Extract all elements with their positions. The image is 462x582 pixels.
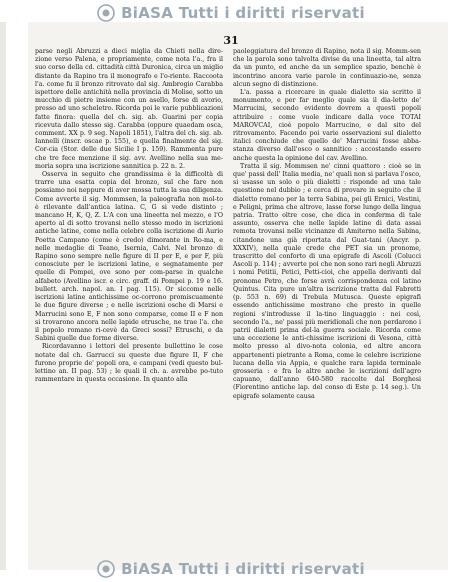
watermark-bottom-text: BiASA Tutti i diritti riservati — [121, 560, 365, 578]
left-paragraph-2: Osserva in seguito che grandissima è la difficoltà di trarre una esatta copia del bronzo, sul che fare non possiamo noi neppure di aver mossa tutta la sua diligenza. Come avverte il sig. Mommsen, la paleografia non mol-to è rilevante dall'antica latina. C, G si vede distinto ; mancano H, K, Q, Z. L'A con una lineetta nel mezzo, e l'O aperto al di sotto trovansi nello stesso modo in iscrizioni antiche latine, come nella celebre colla iscrizione di Aurio Poetta Campano (come è credo) dimorante in Ro-ma, e nelle medaglie di Teano, Isernia, Calvi. Nel bronzo di Rapino sono sempre nelle figure di II per E, e per F, più conosciute per le iscrizioni latine, e segnatamente per quelle di Pompei, ove sono per com-parse in qualche alfabeto (Avellino iscr. e circ. graff. di Pompei p. 19 e 16. bullett. arch. napol. an. I pag. 115). Or siccome nelle iscrizioni latine antichissime oc-corrono promiscuamente le due figure diverse ; e nelle iscrizioni osche di Marsi e Marrucini sono E, F non sono comparse, come II e F non si trovarono ancora nelle lapide etrusche, ne trae l'a. che il popolo romano ri-cevè da Greci sossi? Etruschi, e da Sabini quelle due forme diverse. — [35, 171, 223, 343]
right-paragraph-2: L'a. passa a ricercare in quale dialetto sia scritto il monumento, e per far meglio quale sia il dia-letto de' Marrucini, secondo evidente dovrem a questi popoli attribuire : come vuole indicare dalla voce TOTAI MAROVCAI, cioè popolo Marrucino, e dal sito del ritrovamento. Facendo poi varie osservazioni sul dialetto italici conchiude che quello de' Marrucini fosse abba-stanza diverso dall'osco o sannitico : accostando essere anche questa la opinione del cav. Avellino. — [233, 89, 421, 162]
left-column — [35, 48, 223, 384]
biasa-logo-icon — [97, 560, 115, 578]
watermark-bottom — [0, 558, 462, 580]
page-number: 31 — [223, 34, 239, 47]
watermark-top — [0, 2, 462, 24]
page-edge — [0, 22, 6, 570]
biasa-logo-icon — [97, 4, 115, 22]
watermark-top-text: BiASA Tutti i diritti riservati — [121, 4, 365, 22]
left-paragraph-3: Ricordavanno i lettori del presente bullettino le cose notate dal ch. Garrucci su queste due figure II, F che furono proprie de' popoli ora, e campani (vedi questo bul-lettino an. II pag. 53) ; le quali il ch. a. avrebbe po-tuto rammentare in questa occasione. In quanto alla — [35, 343, 223, 384]
right-paragraph-3: Tratta il sig. Mommsen ne' cinni quattoro : cioè se in que' passi dell' Italia media, ne' quali non si parlava l'osco, si usasse un solo o più dialetti : risponde ad una tale questione nel dubbio ; e cerca di provare in seguito che il dialetto romano per la terra Sabina, pei gli Ernici, Vestini, e Peligni, prima che altrove, lasse forse lungo della lingua patria. Tratto oltre cose, che dica in conferma di tale assunto, osserva che nelle lapide latine di data assai remota trovansi nelle vicinanze di Amiterno nella Sabina, citandone una già riportata dal Guat-tani (Ancyr. p. XXXIV), nella quale crede che PET sia un pronome, trascritto del conforto di una epigrafe di Ascoli (Colucci Ascoli p. 114) ; avverte poi che non sono rari negli Abruzzi i nomi Petitii, Petici, Petti-cioi, che appella derivanti dal pronome Petro, che forse avrà corrispondenza col latino Quintus. Cita pure un'altra iscrizione tratta dal Fabretti (p. 553 n. 69) di Trebula Mutusca. Queste epigrafi essendo antichissime mostrano che presto in quelle regioni s'introdusse il la-tino linguaggio : nei così, secondo l'a., ne' passi più meridionali che non perdarono i patrii dialetti prima del-la guerra sociale. Ricorda come una eccezione le anti-chissime iscrizioni di Vesona, città molto presso al divo-nota colonia, ed altre ancora appartenenti pietrante a Roma, come le celebre iscrizione lucana della via Appia, e qualche rara lapida terminale grosseria : e fra le altre anche le iscrizioni dell'agro capuano, dall'anno 640-580 raccolte dal Borghesi (Fiorentino antiche lap. del conso di Este p. 14 seg.). Un epigrafe solamente causa — [233, 162, 421, 400]
right-column — [233, 48, 421, 401]
left-paragraph-1: parse negli Abruzzi a dieci miglia da Chieti nella dire-zione verso Palena, e propriamente, come nota l'a., fra il suo corso della cd. cittadità città Duronica, circa un miglio distante da Rapino tra il monografo e l'o-riente. Raccoota l'a. come fu il bronzo ritrovato dal sig. Ambrogio Carabba ispettore delle antichità nella provincia di Molise, sotto un mucchio di pietre insieme con un asello, forse di avorio, presso ad uno scheletro. Ricorda poi le varie pubblicazioni fatte finora: quella del ch. sig. ab. Guarini per copia ricevuta dallo stesso sig. Carabba (oppure quaedam osca, comment. XX p. 9 seg. Napoli 1851), l'altra del ch. sig. ab. Iannelli (inscr. oscae p. 155), e quella finalmente del sig. Cor-cia (Stor. delle due Sicilie I p. 159). Rammenta pure che tre fece menzione il sig. avv. Avellino nella sua me-moria sopra una iscrizione sannitica p. 22 n. 2. — [35, 48, 223, 170]
right-paragraph-1: paoleggiatura del bronzo di Rapino, nota il sig. Momm-sen che la parola sono talvolta divise da una lineetta, tal altra da un punto, ed anche da un semplice spazio, benchè è incontrino ancora varie parole in continuazio-ne, senza alcun segno di distinzione. — [233, 48, 421, 88]
